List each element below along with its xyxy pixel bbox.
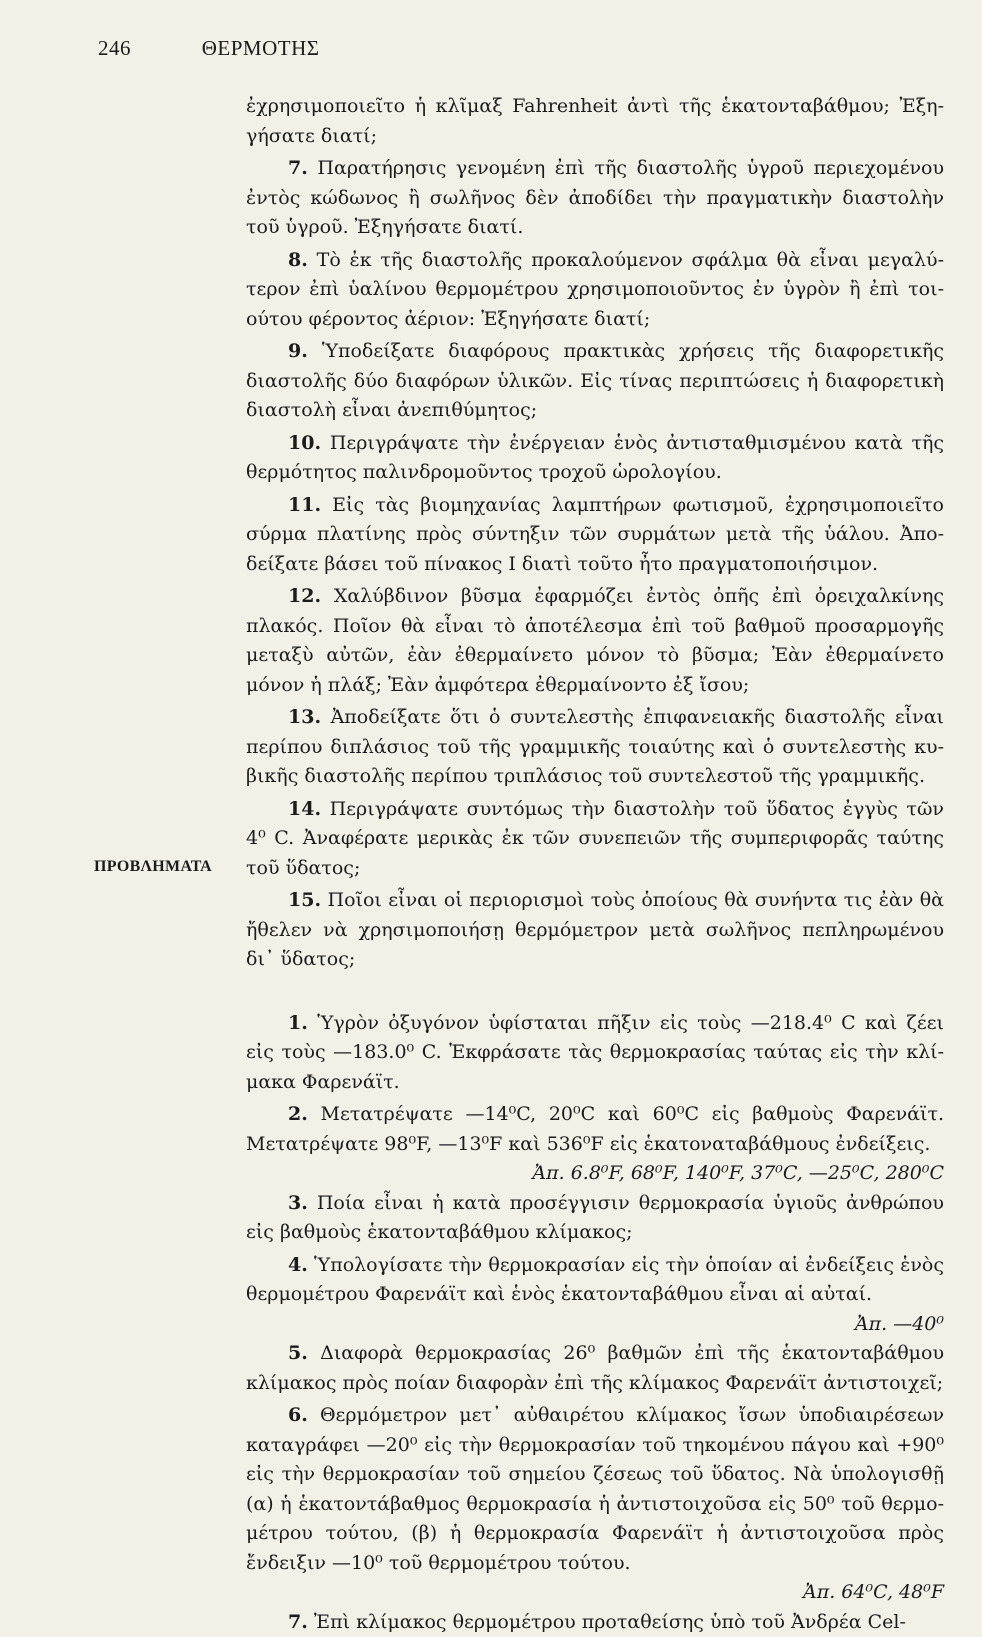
item-text: ἐχρησιμοποιεῖτο ἡ κλῖμαξ Fahrenheit ἀντὶ τῆς ἑκατονταβάθμου; Ἐξηγήσατε διατί; <box>246 95 944 147</box>
problem-item <box>246 1401 944 1578</box>
item-text: Περιγράψατε συντόμως τὴν διαστολὴν τοῦ ὕδατος ἐγγὺς τῶν 4⁰ C. Ἀναφέρατε μερικὰς ἐκ τῶν συνεπειῶν τῆς συμπεριφορᾶς ταύτης τοῦ ὕδατος; <box>246 798 944 879</box>
item-text: Τὸ ἐκ τῆς διαστολῆς προκαλούμενον σφάλμα θὰ εἶναι μεγαλύτερον ἐπὶ ὑαλίνου θερμομέτρου χρησιμοποιοῦντος ἐν ὑγρὸν ἢ ἐπὶ τοιούτου φέροντος ἀέριον: Ἐξηγήσατε διατί; <box>246 249 944 330</box>
item-text: Διαφορὰ θερμοκρασίας 26⁰ βαθμῶν ἐπὶ τῆς ἑκατονταβάθμου κλίμακος πρὸς ποίαν διαφορὰν ἐπὶ τῆς κλίμακος Φαρενάϊτ ἀντιστοιχεῖ; <box>246 1342 944 1394</box>
item-text: Θερμόμετρον μετ᾽ αὐθαιρέτου κλίμακος ἴσων ὑποδιαιρέσεων καταγράφει —20⁰ εἰς τὴν θερμοκρασίαν τοῦ τηκομένου πάγου καὶ +90⁰ εἰς τὴν θερμοκρασίαν τοῦ σημείου ζέσεως τοῦ ὕδατος. Νὰ ὑπολογισθῇ (α) ἡ ἑκατοντάβαθμος θερμοκρασία ἡ ἀντιστοιχοῦσα εἰς 50⁰ τοῦ θερμομέτρου τούτου, (β) ἡ θερμοκρασία Φαρενάϊτ ἡ ἀντιστοιχοῦσα πρὸς ἔνδειξιν —10⁰ τοῦ θερμομέτρου τούτου. <box>246 1404 944 1574</box>
item-number: 7. <box>288 1611 308 1633</box>
item-number: 11. <box>288 494 321 516</box>
problem-item <box>246 1100 944 1159</box>
item-text: Παρατήρησις γενομένη ἐπὶ τῆς διαστολῆς ὑγροῦ περιεχομένου ἐντὸς κώδωνος ἢ σωλῆνος δὲν ἀποδίδει τὴν πραγματικὴν διαστολὴν τοῦ ὑγροῦ. Ἐξηγήσατε διατί. <box>246 157 944 238</box>
question-item <box>246 582 944 700</box>
item-number: 9. <box>288 340 308 362</box>
item-text: Ὑποδείξατε διαφόρους πρακτικὰς χρήσεις τῆς διαφορετικῆς διαστολῆς δύο διαφόρων ὑλικῶν. Εἰς τίνας περιπτώσεις ἡ διαφορετικὴ διαστολὴ εἶναι ἀνεπιθύμητος; <box>246 340 944 421</box>
item-number: 4. <box>288 1254 308 1276</box>
page-header <box>98 36 938 61</box>
item-text: Ἀποδείξατε ὅτι ὁ συντελεστὴς ἐπιφανειακῆς διαστολῆς εἶναι περίπου διπλάσιος τοῦ τῆς γραμμικῆς τοιαύτης καὶ ὁ συντελεστὴς κυβικῆς διαστολῆς περίπου τριπλάσιος τοῦ συντελεστοῦ τῆς γραμμικῆς. <box>246 706 944 787</box>
item-text: Ποῖοι εἶναι οἱ περιορισμοὶ τοὺς ὁποίους θὰ συνήντα τις ἐὰν θὰ ἤθελεν νὰ χρησιμοποιήσῃ θερμόμετρον μετὰ σωλῆνος πεπληρωμένου δι᾽ ὕδατος; <box>246 889 944 970</box>
question-item <box>246 337 944 426</box>
item-text: Ποία εἶναι ἡ κατὰ προσέγγισιν θερμοκρασία ὑγιοῦς ἀνθρώπου εἰς βαθμοὺς ἑκατονταβάθμου κλίμακος; <box>246 1192 944 1244</box>
problems-heading: ΠΡΟΒΛΗΜΑΤΑ <box>94 858 212 876</box>
item-answer: Ἀπ. 6.8⁰F, 68⁰F, 140⁰F, 37⁰C, —25⁰C, 280⁰C <box>246 1159 944 1189</box>
problems-list <box>246 1009 944 1637</box>
item-number: 5. <box>288 1342 308 1364</box>
item-number: 13. <box>288 706 321 728</box>
question-item <box>246 154 944 243</box>
question-item <box>246 795 944 884</box>
item-number: 1. <box>288 1012 308 1034</box>
page-number: 246 <box>98 36 196 61</box>
item-text: Μετατρέψατε —14⁰C, 20⁰C καὶ 60⁰C εἰς βαθμοὺς Φαρενάϊτ. Μετατρέψατε 98⁰F, —13⁰F καὶ 536⁰F εἰς ἑκατοναταβάθμους ἐνδείξεις. <box>246 1103 944 1155</box>
question-item <box>246 886 944 975</box>
question-item <box>246 491 944 580</box>
problem-item <box>246 1189 944 1248</box>
question-item <box>246 703 944 792</box>
item-number: 15. <box>288 889 321 911</box>
questions-list <box>246 92 944 975</box>
question-item <box>246 429 944 488</box>
item-number: 10. <box>288 432 321 454</box>
problem-item <box>246 1009 944 1098</box>
item-text: Ὑπολογίσατε τὴν θερμοκρασίαν εἰς τὴν ὁποίαν αἱ ἐνδείξεις ἑνὸς θερμομέτρου Φαρενάϊτ καὶ ἑνὸς ἑκατονταβάθμου εἶναι αἱ αὐταί. <box>246 1254 944 1306</box>
item-answer: Ἀπ. —40⁰ <box>246 1310 944 1340</box>
item-number: 12. <box>288 585 321 607</box>
item-text: Περιγράψατε τὴν ἐνέργειαν ἑνὸς ἀντισταθμισμένου κατὰ τῆς θερμότητος παλινδρομοῦντος τροχοῦ ὡρολογίου. <box>246 432 944 484</box>
item-text: Εἰς τὰς βιομηχανίας λαμπτήρων φωτισμοῦ, ἐχρησιμοποιεῖτο σύρμα πλατίνης πρὸς σύντηξιν τῶν συρμάτων μετὰ τῆς ὑάλου. Ἀποδείξατε βάσει τοῦ πίνακος Ι διατὶ τοῦτο ἦτο πραγματοποιήσιμον. <box>246 494 944 575</box>
item-answer: Ἀπ. 64⁰C, 48⁰F <box>246 1578 944 1608</box>
item-text: Ὑγρὸν ὀξυγόνον ὑφίσταται πῆξιν εἰς τοὺς —218.4⁰ C καὶ ζέει εἰς τοὺς —183.0⁰ C. Ἐκφράσατε τὰς θερμοκρασίας ταύτας εἰς τὴν κλίμακα Φαρενάϊτ. <box>246 1012 944 1093</box>
chapter-title: ΘΕΡΜΟΤΗΣ <box>202 36 320 60</box>
item-text: Ἐπὶ κλίμακος θερμομέτρου προταθείσης ὑπὸ τοῦ Ἀνδρέα Cel- <box>314 1611 906 1633</box>
item-number: 2. <box>288 1103 308 1125</box>
question-item <box>246 246 944 335</box>
item-number: 7. <box>288 157 308 179</box>
page-body <box>246 92 944 1637</box>
problem-item <box>246 1251 944 1310</box>
item-number: 14. <box>288 798 321 820</box>
question-item <box>246 92 944 151</box>
item-text: Χαλύβδινον βῦσμα ἐφαρμόζει ἐντὸς ὀπῆς ἐπὶ ὀρειχαλκίνης πλακός. Ποῖον θὰ εἶναι τὸ ἀποτέλεσμα ἐπὶ τοῦ βαθμοῦ προσαρμογῆς μεταξὺ αὐτῶν, ἐὰν ἐθερμαίνετο μόνον τὸ βῦσμα; Ἐὰν ἐθερμαίνετο μόνον ἡ πλάξ; Ἐὰν ἀμφότερα ἐθερμαίνοντο ἐξ ἴσου; <box>246 585 944 696</box>
item-number: 6. <box>288 1404 308 1426</box>
problem-item <box>246 1339 944 1398</box>
item-number: 3. <box>288 1192 308 1214</box>
problem-item <box>246 1608 944 1637</box>
item-number: 8. <box>288 249 308 271</box>
